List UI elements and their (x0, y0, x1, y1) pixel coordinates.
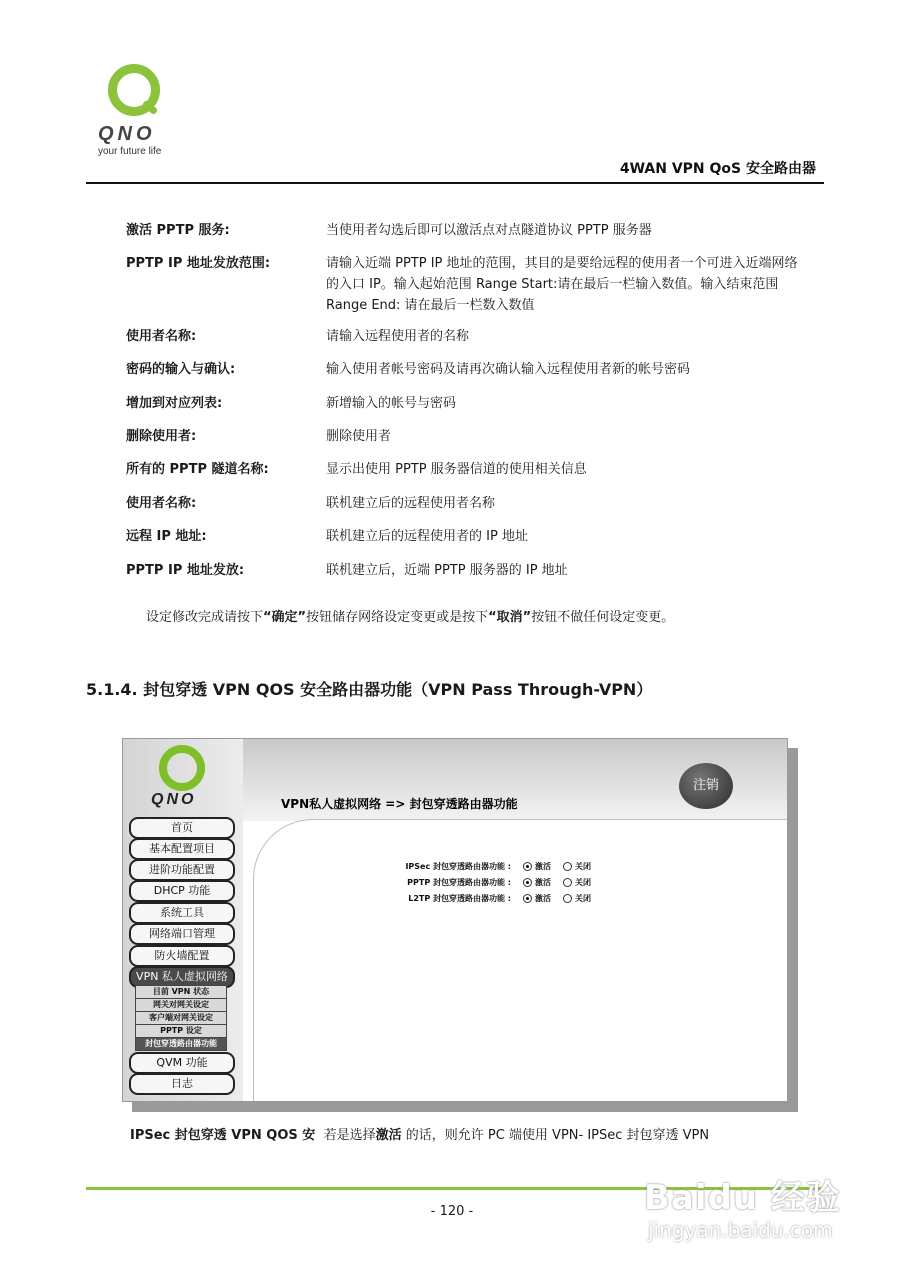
logout-button[interactable]: 注销 (679, 763, 733, 809)
nav-vpn[interactable]: VPN 私人虚拟网络 (129, 966, 235, 988)
definition-text: 联机建立后的远程使用者的 IP 地址 (326, 529, 528, 544)
qno-logo-text: QNO (98, 123, 156, 145)
definition-label: 增加到对应列表: (126, 396, 223, 411)
definition-label: PPTP IP 地址发放范围: (126, 256, 271, 271)
qno-logo-tagline: your future life (98, 146, 162, 157)
nav-home[interactable]: 首页 (129, 817, 235, 839)
screenshot-page-title: VPN私人虚拟网络 => 封包穿透路由器功能 (281, 797, 518, 811)
definition-text: 请输入近端 PPTP IP 地址的范围，其目的是要给远程的使用者一个可进入近端网络的入口 IP。输入起始范围 Range Start:请在最后一栏输入数值。输入结束范围 Range End: 请在最后一栏数入数值 (326, 256, 798, 313)
radio-enable-label: 激活 (535, 894, 551, 903)
definition-label: 密码的输入与确认: (126, 362, 236, 377)
nav-advanced-config[interactable]: 进阶功能配置 (129, 859, 235, 881)
radio-enable[interactable] (523, 894, 532, 903)
radio-disable[interactable] (563, 862, 572, 871)
router-ui-screenshot (122, 738, 788, 1102)
l2tp-option-row (381, 893, 591, 904)
pptp-option-row (381, 877, 591, 888)
nav-port-management[interactable]: 网络端口管理 (129, 923, 235, 945)
definition-label: PPTP IP 地址发放: (126, 563, 245, 578)
note-text: 按钮储存网络设定变更或是按下 (306, 610, 489, 625)
subnav-vpn-status[interactable]: 目前 VPN 状态 (135, 985, 227, 999)
definition-label: 删除使用者: (126, 429, 197, 444)
definition-label: 激活 PPTP 服务: (126, 223, 230, 238)
subnav-gateway-to-gateway[interactable]: 网关对网关设定 (135, 998, 227, 1012)
nav-basic-config[interactable]: 基本配置项目 (129, 838, 235, 860)
nav-qvm[interactable]: QVM 功能 (129, 1052, 235, 1074)
note-ok: “确定” (263, 610, 307, 625)
option-label: L2TP 封包穿透路由器功能 : (408, 894, 511, 903)
nav-firewall[interactable]: 防火墙配置 (129, 945, 235, 967)
definition-label: 所有的 PPTP 隧道名称: (126, 462, 269, 477)
option-label: IPSec 封包穿透路由器功能 : (405, 862, 511, 871)
subnav-pass-through[interactable]: 封包穿透路由器功能 (135, 1037, 227, 1051)
note-cancel: “取消” (488, 610, 532, 625)
definition-text: 输入使用者帐号密码及请再次确认输入远程使用者新的帐号密码 (326, 362, 691, 377)
definition-text: 联机建立后的远程使用者名称 (326, 496, 496, 511)
definition-text: 删除使用者 (326, 429, 392, 444)
save-note (146, 606, 674, 625)
ipsec-option-row (381, 861, 591, 872)
definition-label: 远程 IP 地址: (126, 529, 207, 544)
radio-disable-label: 关闭 (575, 862, 591, 871)
screenshot-logo-ring (159, 745, 205, 791)
radio-enable-label: 激活 (535, 862, 551, 871)
note-text: 按钮不做任何设定变更。 (531, 610, 675, 625)
subnav-pptp[interactable]: PPTP 设定 (135, 1024, 227, 1038)
subnav-client-to-gateway[interactable]: 客户端对网关设定 (135, 1011, 227, 1025)
definition-text: 新增输入的帐号与密码 (326, 396, 457, 411)
baidu-watermark-url: jingyan.baidu.com (648, 1218, 833, 1242)
radio-enable[interactable] (523, 878, 532, 887)
screenshot-logo-text: QNO (151, 791, 197, 808)
caption-text: 若是选择 (323, 1128, 376, 1143)
definition-text: 显示出使用 PPTP 服务器信道的使用相关信息 (326, 462, 587, 477)
header-divider (86, 182, 824, 184)
document-header-title: 4WAN VPN QoS 安全路由器 (619, 161, 816, 177)
radio-disable-label: 关闭 (575, 878, 591, 887)
caption-label: IPSec 封包穿透 VPN QOS 安 (130, 1128, 316, 1143)
definition-text: 联机建立后，近端 PPTP 服务器的 IP 地址 (326, 563, 568, 578)
definition-text: 请输入远程使用者的名称 (326, 329, 470, 344)
nav-log[interactable]: 日志 (129, 1073, 235, 1095)
page-number: - 120 - (430, 1204, 474, 1219)
section-heading: 5.1.4. 封包穿透 VPN QOS 安全路由器功能（VPN Pass Through-VPN） (86, 680, 653, 699)
radio-enable[interactable] (523, 862, 532, 871)
baidu-watermark: Baidu 经验 (644, 1178, 841, 1218)
definition-label: 使用者名称: (126, 329, 197, 344)
nav-system-tools[interactable]: 系统工具 (129, 902, 235, 924)
nav-dhcp[interactable]: DHCP 功能 (129, 880, 235, 902)
definition-text: 当使用者勾选后即可以激活点对点隧道协议 PPTP 服务器 (326, 223, 652, 238)
option-label: PPTP 封包穿透路由器功能 : (407, 878, 511, 887)
radio-disable-label: 关闭 (575, 894, 591, 903)
radio-disable[interactable] (563, 878, 572, 887)
radio-disable[interactable] (563, 894, 572, 903)
definition-label: 使用者名称: (126, 496, 197, 511)
note-text: 设定修改完成请按下 (146, 610, 264, 625)
radio-enable-label: 激活 (535, 878, 551, 887)
ipsec-caption (130, 1124, 709, 1143)
caption-text: 的话，则允许 PC 端使用 VPN- IPSec 封包穿透 VPN (405, 1128, 710, 1143)
caption-emphasis: 激活 (375, 1128, 402, 1143)
